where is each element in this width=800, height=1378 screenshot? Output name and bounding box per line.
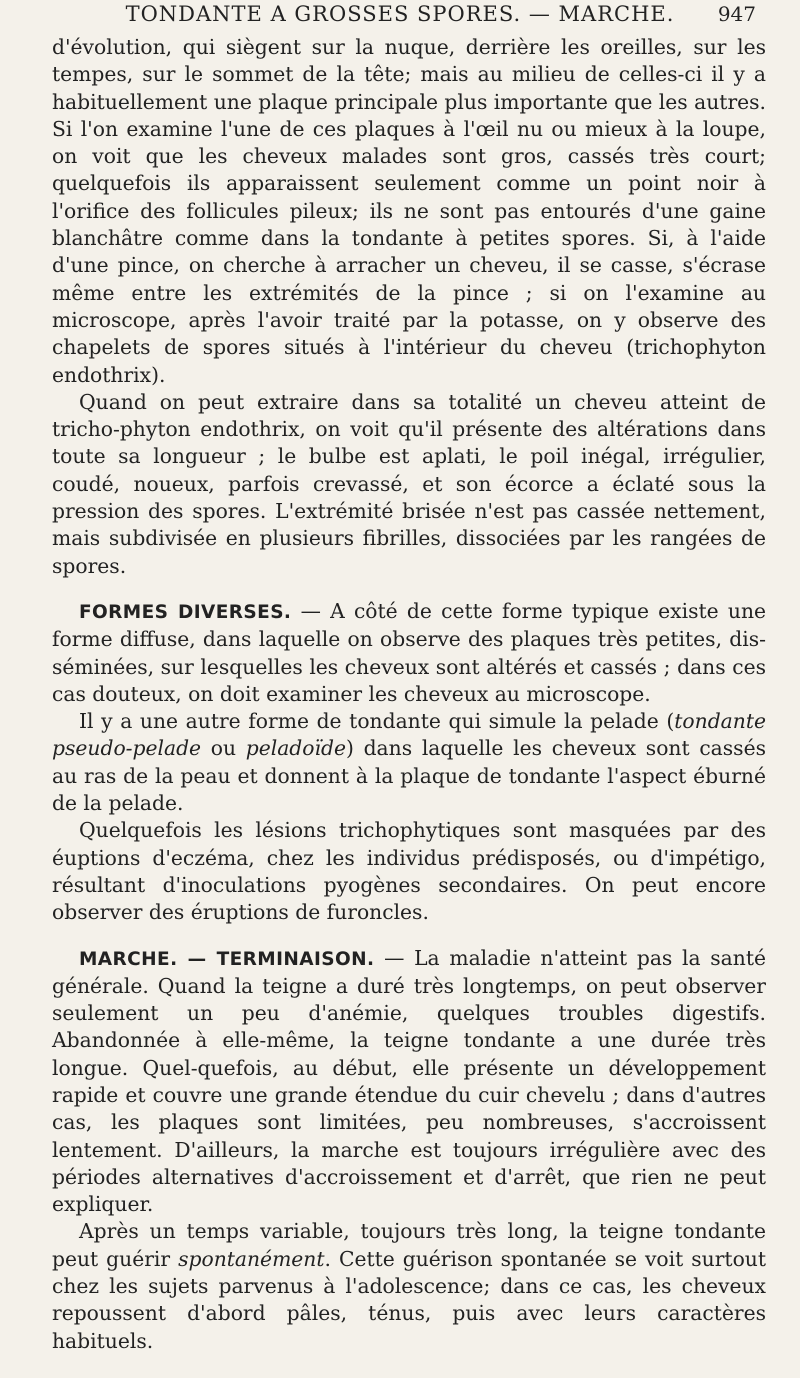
page-number: 947 [717,2,756,26]
body-text [52,34,766,1355]
p4-part-c: ) dans laquelle les cheveux sont cassés au ras de la peau et donnent à la plaque de tondante l'aspect éburné de la pelade. [52,736,766,816]
paragraph-formes-diverses [52,598,766,708]
paragraph-2: Quand on peut extraire dans sa totalité un cheveu atteint de tricho-phyton endothrix, on voit qu'il présente des altérations dans toute sa longueur ; le bulbe est aplati, le poil inégal, irrégulier, coudé, noueux, parfois crevassé, et son écorce a éclaté sous la pression des spores. L'extrémité brisée n'est pas cassée nettement, mais subdivisée en plusieurs fibrilles, dissociées par les rangées de spores. [52,389,766,578]
page-header [0,2,800,32]
section-heading-formes-diverses: FORMES DIVERSES. [79,601,292,623]
paragraph-3-text: — A côté de cette forme typique existe une forme diffuse, dans laquelle on observe des plaques très petites, dis-séminées, sur lesquelles les cheveux sont altérés et cassés ; dans ces cas douteux, on doit examiner les cheveux au microscope. [52,598,767,706]
p7-part-b: . Cette guérison spontanée se voit surtout chez les sujets parvenus à l'adolescence; dans ce cas, les cheveux repoussent d'abord pâles, ténus, puis avec leurs caractères habituels. [52,1246,766,1353]
p7-part-a: Après un temps variable, toujours très long, la teigne tondante peut guérir [52,1219,766,1271]
p4-part-b: ou [201,736,246,761]
p4-part-a: Il y a une autre forme de tondante qui simule la pelade ( [79,709,675,734]
paragraph-6-text: — La maladie n'atteint pas la santé générale. Quand la teigne a duré très longtemps, on peut observer seulement un peu d'anémie, quelques troubles digestifs. Abandonnée à elle-même, la teigne tondante a une durée très longue. Quel-quefois, au début, elle présente un développement rapide et couvre une grande étendue du cuir chevelu ; dans d'autres cas, les plaques sont limitées, peu nombreuses, s'accroissent lentement. D'ailleurs, la marche est toujours irrégulière avec des périodes alternatives d'accroissement et d'arrêt, que rien ne peut expliquer. [52,945,766,1217]
paragraph-4 [52,708,766,817]
paragraph-marche [52,945,766,1219]
running-title: TONDANTE A GROSSES SPORES. — MARCHE. [125,2,675,26]
section-heading-marche: MARCHE. — TERMINAISON. [79,948,375,970]
paragraph-7 [52,1218,766,1354]
p4-italic-1: tondante pseudo-pelade [52,709,766,761]
paragraph-1: d'évolution, qui siègent sur la nuque, derrière les oreilles, sur les tempes, sur le sommet de la tête; mais au milieu de celles-ci il y a habituellement une plaque principale plus importante que les autres. Si l'on examine l'une de ces plaques à l'œil nu ou mieux à la loupe, on voit que les cheveux malades sont gros, cassés très court; quelquefois ils apparaissent seulement comme un point noir à l'orifice des follicules pileux; ils ne sont pas entourés d'une gaine blanchâtre comme dans la tondante à petites spores. Si, à l'aide d'une pince, on cherche à arracher un cheveu, il se casse, s'écrase même entre les extrémités de la pince ; si on l'examine au microscope, après l'avoir traité par la potasse, on y observe des chapelets de spores situés à l'intérieur du cheveu (trichophyton endothrix). [52,35,767,387]
p7-italic: spontanément [178,1246,325,1271]
p4-italic-2: peladoïde [245,736,346,761]
paragraph-5: Quelquefois les lésions trichophytiques sont masquées par des éuptions d'eczéma, chez les individus prédisposés, ou d'impétigo, résultant d'inoculations pyogènes secondaires. On peut encore observer des éruptions de furoncles. [52,818,766,925]
